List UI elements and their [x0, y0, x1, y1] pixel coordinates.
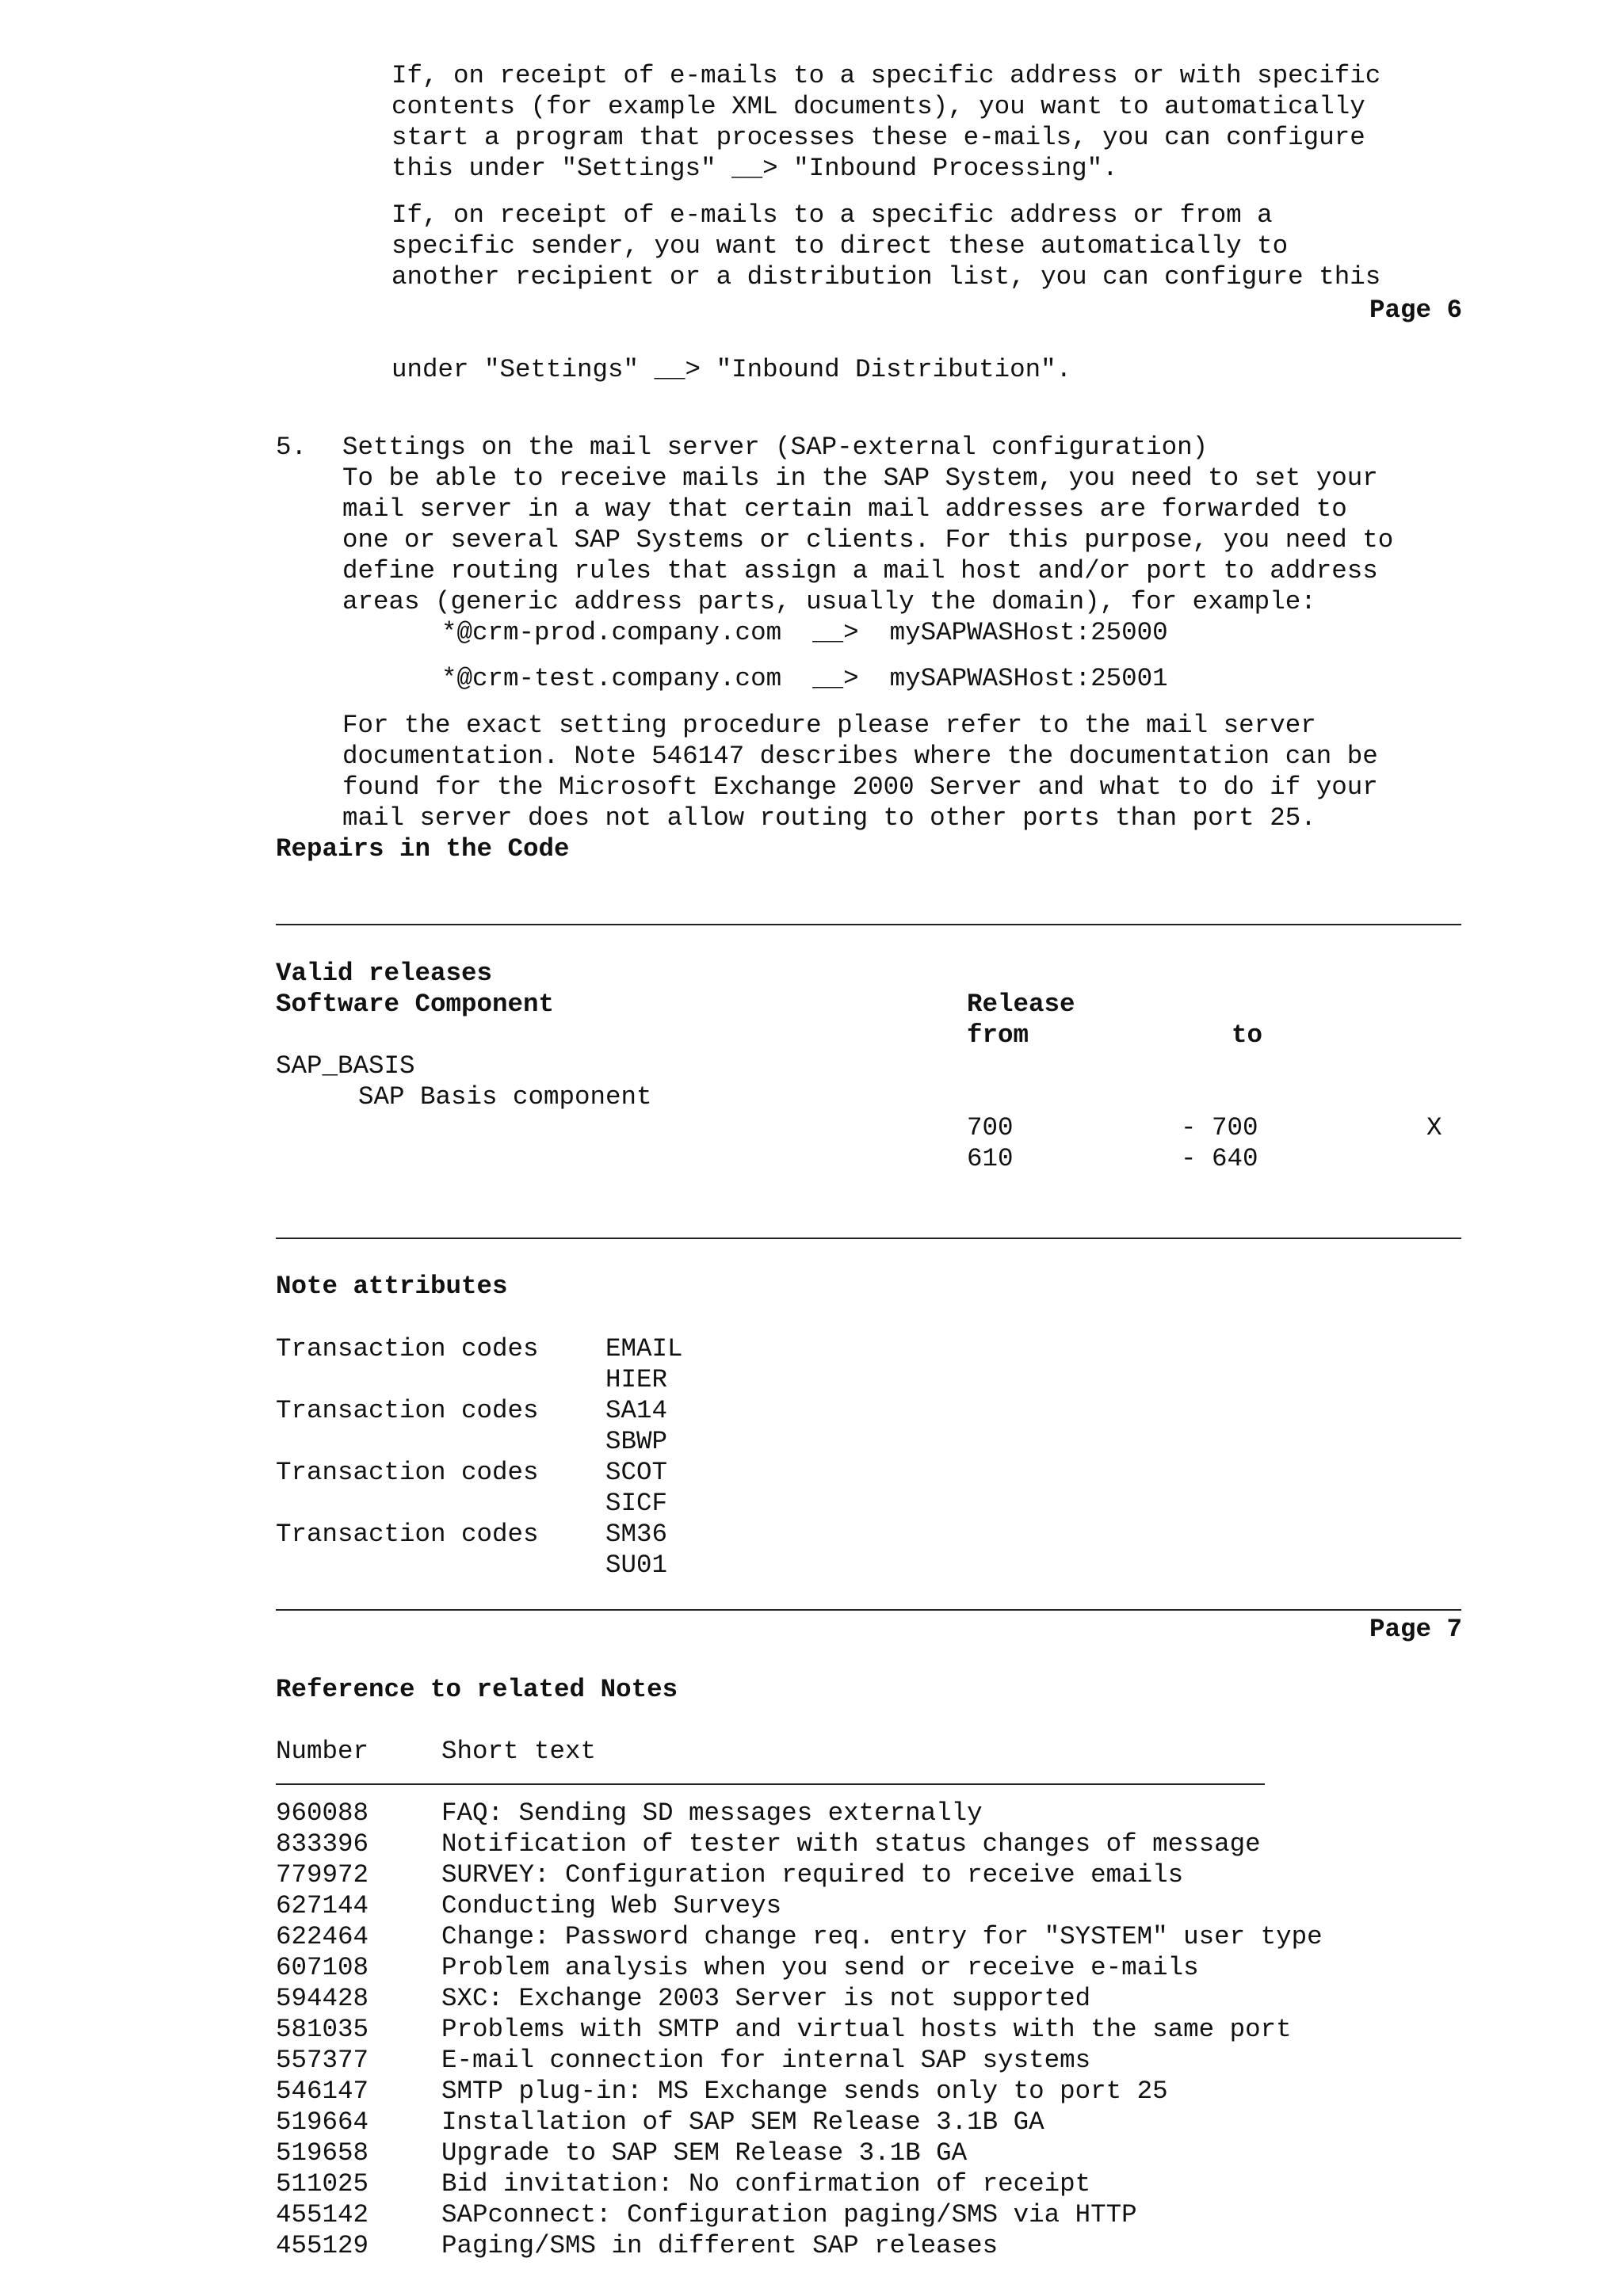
note-short-text: Conducting Web Surveys: [441, 1891, 782, 1920]
intro-para1-line: start a program that processes these e-mails, you can configure: [391, 123, 1365, 152]
intro-para1-line: contents (for example XML documents), you want to automatically: [391, 92, 1365, 121]
attribute-label: Transaction codes: [276, 1520, 539, 1549]
note-short-text: SAPconnect: Configuration paging/SMS via HTTP: [441, 2200, 1137, 2229]
note-number: 607108: [276, 1953, 369, 1982]
note-short-text: Problem analysis when you send or receive e-mails: [441, 1953, 1199, 1982]
step-number: 5.: [276, 433, 307, 462]
release-to: - 640: [1181, 1144, 1258, 1173]
note-number: 833396: [276, 1829, 369, 1859]
intro-para1-line: If, on receipt of e-mails to a specific address or with specific: [391, 61, 1381, 90]
note-short-text: E-mail connection for internal SAP systems: [441, 2046, 1091, 2075]
intro-para2-line: specific sender, you want to direct these automatically to: [391, 231, 1289, 261]
note-number: 546147: [276, 2077, 369, 2106]
column-header-number: Number: [276, 1737, 369, 1766]
note-short-text: FAQ: Sending SD messages externally: [441, 1798, 983, 1828]
step-line: To be able to receive mails in the SAP System, you need to set your: [342, 463, 1378, 493]
table-header-divider: [276, 1783, 1265, 1785]
step-line: mail server does not allow routing to other ports than port 25.: [342, 803, 1316, 833]
note-number: 627144: [276, 1891, 369, 1920]
note-short-text: Upgrade to SAP SEM Release 3.1B GA: [441, 2138, 968, 2168]
step-line: one or several SAP Systems or clients. For this purpose, you need to: [342, 525, 1394, 555]
attribute-label: Transaction codes: [276, 1334, 539, 1363]
note-number: 519658: [276, 2138, 369, 2168]
note-short-text: SMTP plug-in: MS Exchange sends only to port 25: [441, 2077, 1168, 2106]
note-number: 622464: [276, 1922, 369, 1951]
note-number: 581035: [276, 2015, 369, 2044]
attribute-label: Transaction codes: [276, 1458, 539, 1487]
column-header-software-component: Software Component: [276, 990, 555, 1019]
note-number: 594428: [276, 1984, 369, 2013]
step-line: areas (generic address parts, usually the domain), for example:: [342, 587, 1316, 616]
divider: [276, 924, 1461, 925]
step-line: mail server in a way that certain mail addresses are forwarded to: [342, 494, 1347, 524]
release-from: 700: [967, 1113, 1014, 1142]
note-short-text: Notification of tester with status changes of message: [441, 1829, 1261, 1859]
step-line: For the exact setting procedure please refer to the mail server: [342, 711, 1316, 740]
intro-para2-continuation: under "Settings" __> "Inbound Distribution".: [391, 355, 1072, 384]
transaction-code: SBWP: [605, 1427, 668, 1456]
release-from: 610: [967, 1144, 1014, 1173]
transaction-code: EMAIL: [605, 1334, 683, 1363]
transaction-code: SCOT: [605, 1458, 668, 1487]
divider: [276, 1609, 1461, 1611]
divider: [276, 1238, 1461, 1239]
column-header-from: from: [967, 1020, 1029, 1050]
step-line: documentation. Note 546147 describes where the documentation can be: [342, 742, 1378, 771]
page-number-7: Page 7: [1369, 1615, 1462, 1644]
transaction-code: SA14: [605, 1396, 668, 1425]
section-heading-note-attributes: Note attributes: [276, 1272, 508, 1301]
intro-para2-line: If, on receipt of e-mails to a specific address or from a: [391, 200, 1273, 230]
intro-para2-line: another recipient or a distribution list, you can configure this: [391, 262, 1381, 292]
column-header-to: to: [1232, 1020, 1263, 1050]
step-heading: Settings on the mail server (SAP-external configuration): [342, 433, 1209, 462]
column-header-short-text: Short text: [441, 1737, 597, 1766]
note-number: 960088: [276, 1798, 369, 1828]
transaction-code: SM36: [605, 1520, 668, 1549]
transaction-code: HIER: [605, 1365, 668, 1394]
transaction-code: SICF: [605, 1489, 668, 1518]
note-short-text: Installation of SAP SEM Release 3.1B GA: [441, 2107, 1044, 2137]
transaction-code: SU01: [605, 1550, 668, 1580]
note-number: 779972: [276, 1860, 369, 1890]
note-short-text: Paging/SMS in different SAP releases: [441, 2231, 999, 2260]
column-header-release: Release: [967, 990, 1075, 1019]
note-short-text: Problems with SMTP and virtual hosts with the same port: [441, 2015, 1292, 2044]
software-component-description: SAP Basis component: [358, 1082, 652, 1112]
note-number: 455142: [276, 2200, 369, 2229]
step-line: found for the Microsoft Exchange 2000 Server and what to do if your: [342, 772, 1378, 802]
step-line: define routing rules that assign a mail host and/or port to address: [342, 556, 1378, 585]
section-heading-valid-releases: Valid releases: [276, 959, 493, 988]
note-number: 519664: [276, 2107, 369, 2137]
release-to: - 700: [1181, 1113, 1258, 1142]
routing-example: *@crm-prod.company.com __> mySAPWASHost:25000: [441, 618, 1168, 647]
note-number: 455129: [276, 2231, 369, 2260]
note-short-text: Change: Password change req. entry for "SYSTEM" user type: [441, 1922, 1323, 1951]
page-number-6: Page 6: [1369, 296, 1462, 325]
note-number: 511025: [276, 2169, 369, 2199]
note-short-text: SURVEY: Configuration required to receive emails: [441, 1860, 1184, 1890]
section-heading-related-notes: Reference to related Notes: [276, 1675, 678, 1704]
note-short-text: SXC: Exchange 2003 Server is not supported: [441, 1984, 1091, 2013]
note-number: 557377: [276, 2046, 369, 2075]
section-heading-repairs: Repairs in the Code: [276, 834, 570, 864]
attribute-label: Transaction codes: [276, 1396, 539, 1425]
note-short-text: Bid invitation: No confirmation of receipt: [441, 2169, 1091, 2199]
intro-para1-line: this under "Settings" __> "Inbound Processing".: [391, 154, 1118, 183]
routing-example: *@crm-test.company.com __> mySAPWASHost:25001: [441, 664, 1168, 693]
software-component-name: SAP_BASIS: [276, 1051, 415, 1081]
release-flag: X: [1426, 1113, 1442, 1142]
